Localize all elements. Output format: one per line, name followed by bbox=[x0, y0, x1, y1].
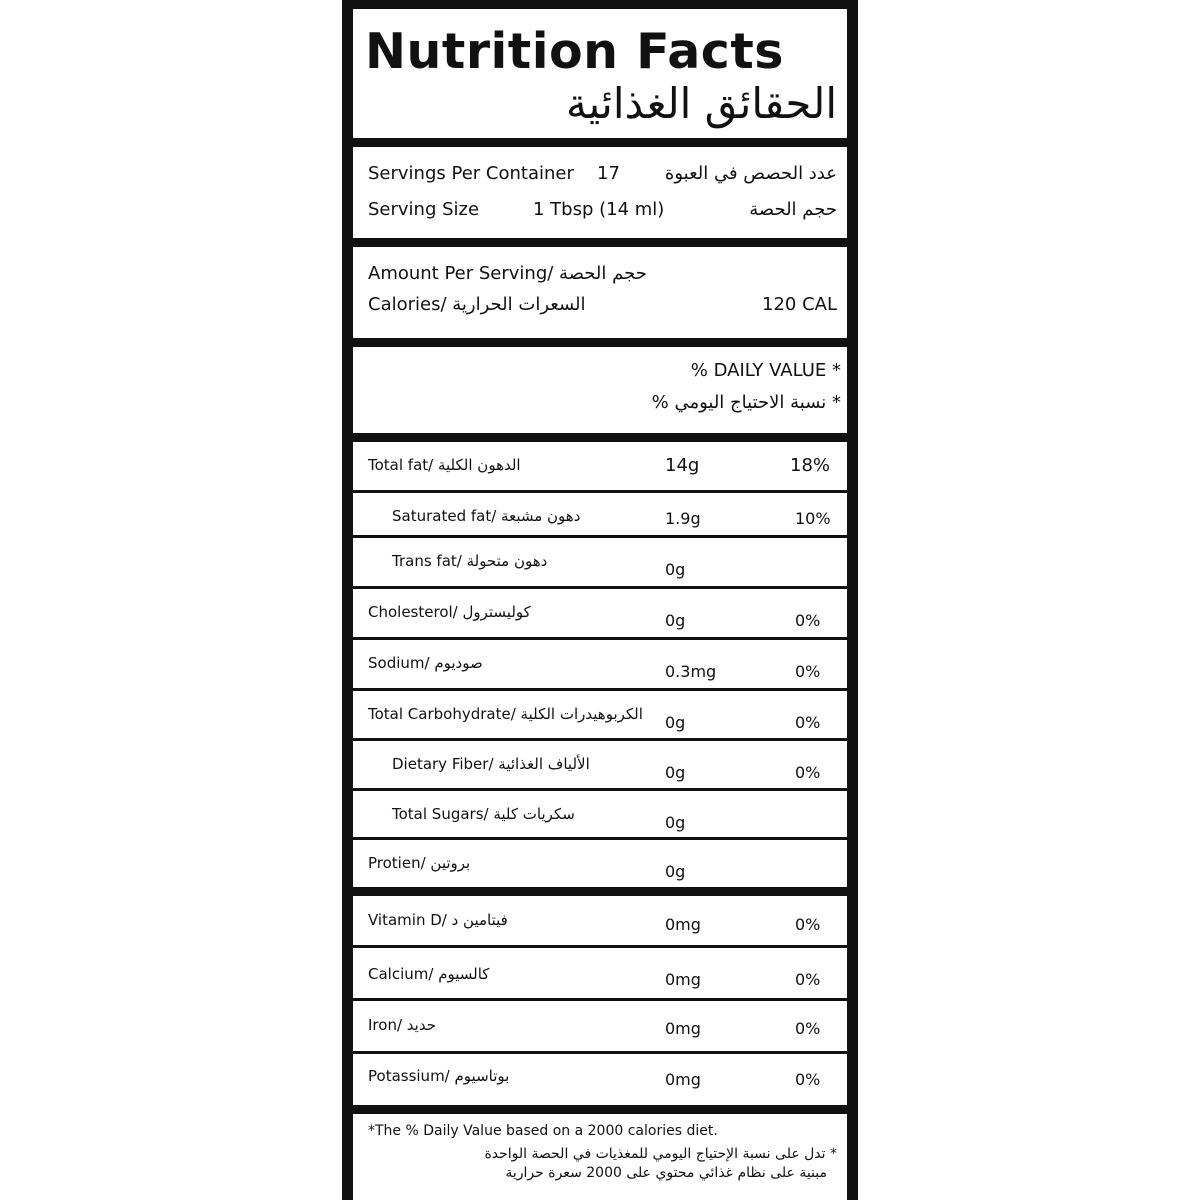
vitamin-name: Calcium/ كالسيوم bbox=[368, 965, 490, 983]
nutrient-amount: 0g bbox=[665, 560, 686, 579]
title-english: Nutrition Facts bbox=[365, 23, 784, 80]
nutrient-amount: 0g bbox=[665, 763, 686, 782]
serving-size-arabic: حجم الحصة bbox=[749, 199, 837, 220]
servings-per-container-value: 17 bbox=[597, 163, 620, 184]
daily-value-header-arabic: * نسبة الاحتياج اليومي % bbox=[651, 392, 841, 413]
nutrient-percent: 0% bbox=[795, 611, 821, 630]
nutrient-amount: 0g bbox=[665, 611, 686, 630]
vitamin-amount: 0mg bbox=[665, 970, 701, 989]
nutrient-name: Saturated fat/ دهون مشبعة bbox=[392, 507, 581, 525]
daily-value-panel bbox=[353, 347, 847, 433]
nutrient-percent: 0% bbox=[795, 662, 821, 681]
vitamin-row-iron bbox=[353, 1001, 847, 1051]
vitamin-row-calcium bbox=[353, 948, 847, 998]
vitamin-name: Vitamin D/ فيتامين د bbox=[368, 911, 508, 929]
vitamin-row-potassium bbox=[353, 1054, 847, 1105]
nutrient-amount: 0g bbox=[665, 862, 686, 881]
footnote-arabic-line2: مبنية على نظام غذائي محتوي على 2000 سعرة حرارية bbox=[505, 1165, 827, 1181]
nutrient-row-dietary-fiber bbox=[353, 741, 847, 789]
vitamin-percent: 0% bbox=[795, 1019, 821, 1038]
nutrient-name: Trans fat/ دهون متحولة bbox=[392, 552, 548, 570]
nutrient-name: Total Carbohydrate/ الكربوهيدرات الكلية bbox=[368, 705, 643, 723]
nutrient-row-trans-fat bbox=[353, 538, 847, 586]
vitamin-percent: 0% bbox=[795, 1070, 821, 1089]
title-arabic: الحقائق الغذائية bbox=[565, 79, 837, 128]
nutrient-amount: 0.3mg bbox=[665, 662, 717, 681]
nutrient-amount: 0g bbox=[665, 813, 686, 832]
nutrients-panel bbox=[353, 442, 847, 887]
footnote-english: *The % Daily Value based on a 2000 calories diet. bbox=[368, 1123, 718, 1139]
nutrient-row-saturated-fat bbox=[353, 493, 847, 541]
title-panel bbox=[353, 9, 847, 138]
nutrient-percent: 10% bbox=[795, 509, 831, 528]
nutrient-amount: 0g bbox=[665, 713, 686, 732]
nutrient-amount: 14g bbox=[665, 455, 700, 476]
nutrient-row-sodium bbox=[353, 640, 847, 688]
vitamin-amount: 0mg bbox=[665, 1019, 701, 1038]
vitamin-amount: 0mg bbox=[665, 1070, 701, 1089]
nutrient-name: Sodium/ صوديوم bbox=[368, 654, 483, 672]
nutrient-row-cholesterol bbox=[353, 589, 847, 637]
calories-label: Calories/ السعرات الحرارية bbox=[368, 294, 586, 315]
nutrient-percent: 0% bbox=[795, 713, 821, 732]
servings-per-container-label: Servings Per Container bbox=[368, 163, 574, 184]
nutrient-name: Dietary Fiber/ الألياف الغذائية bbox=[392, 755, 590, 773]
nutrient-percent: 18% bbox=[790, 455, 831, 476]
nutrient-name: Protien/ بروتين bbox=[368, 854, 471, 872]
servings-panel bbox=[353, 147, 847, 238]
calories-value: 120 CAL bbox=[762, 294, 837, 315]
nutrient-name: Total fat/ الدهون الكلية bbox=[368, 456, 521, 474]
nutrient-name: Total Sugars/ سكريات كلية bbox=[392, 805, 575, 823]
nutrient-row-total-carbohydrate bbox=[353, 691, 847, 739]
nutrient-amount: 1.9g bbox=[665, 509, 701, 528]
vitamin-name: Iron/ حديد bbox=[368, 1016, 436, 1034]
vitamin-amount: 0mg bbox=[665, 915, 701, 934]
amount-per-serving-label: Amount Per Serving/ حجم الحصة bbox=[368, 263, 647, 284]
serving-size-value: 1 Tbsp (14 ml) bbox=[533, 199, 665, 220]
amount-panel bbox=[353, 247, 847, 338]
nutrient-name: Cholesterol/ كوليسترول bbox=[368, 603, 531, 621]
vitamin-percent: 0% bbox=[795, 915, 821, 934]
nutrition-label bbox=[342, 0, 858, 1200]
nutrient-row-total-sugars bbox=[353, 791, 847, 839]
vitamin-row-vitamin-d bbox=[353, 896, 847, 945]
vitamin-name: Potassium/ بوتاسيوم bbox=[368, 1067, 510, 1085]
nutrient-row-protein bbox=[353, 840, 847, 888]
nutrient-row-total-fat bbox=[353, 442, 847, 490]
footnote-arabic-line1: * تدل على نسبة الإحتياج اليومي للمغذيات في الحصة الواحدة bbox=[484, 1146, 837, 1162]
daily-value-header-english: % DAILY VALUE * bbox=[690, 360, 841, 381]
nutrient-percent: 0% bbox=[795, 763, 821, 782]
vitamin-percent: 0% bbox=[795, 970, 821, 989]
footnote-panel bbox=[353, 1114, 847, 1200]
vitamins-panel bbox=[353, 896, 847, 1105]
servings-per-container-arabic: عدد الحصص في العبوة bbox=[664, 163, 837, 184]
serving-size-label: Serving Size bbox=[368, 199, 480, 220]
